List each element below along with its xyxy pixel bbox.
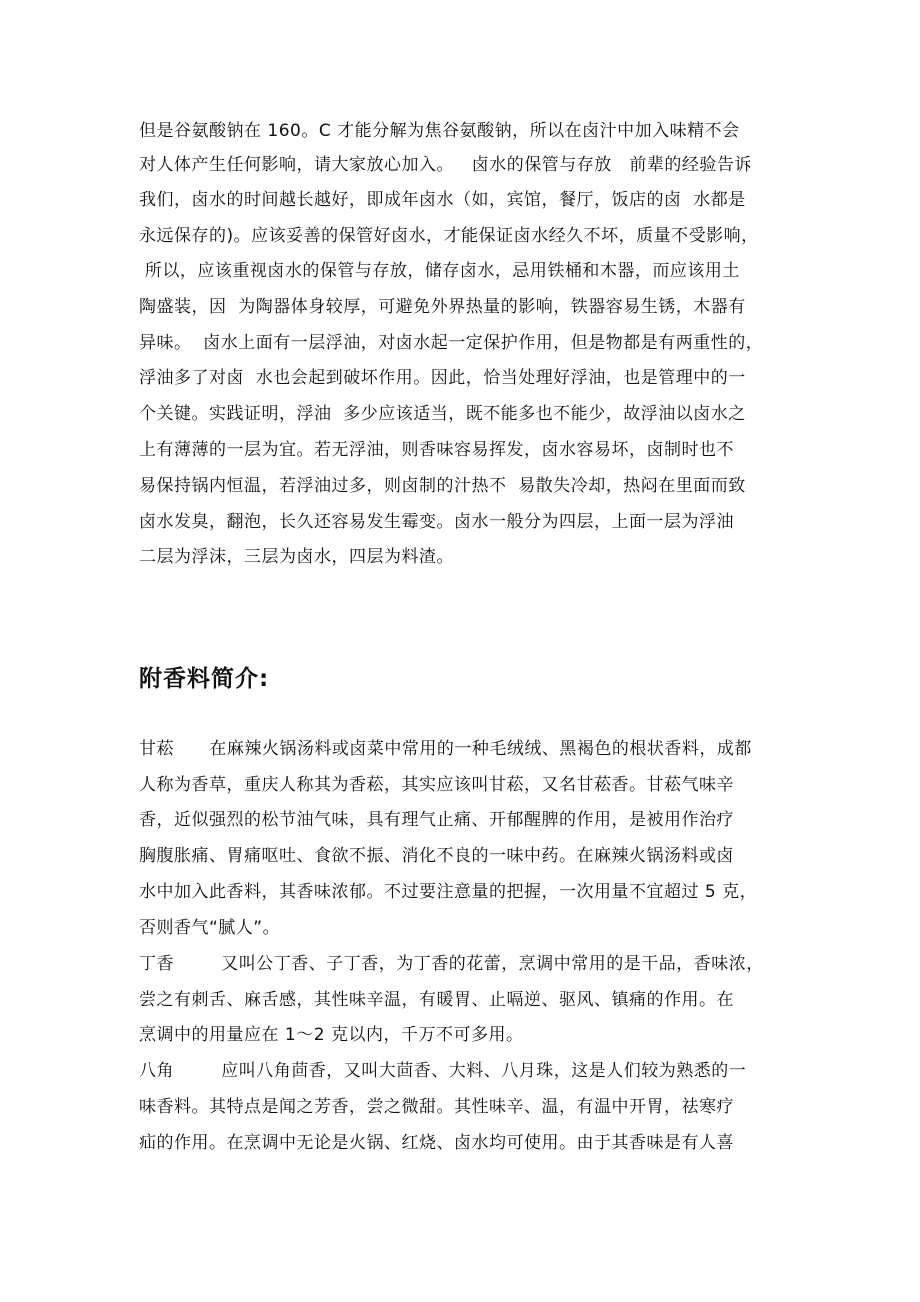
text-line: 八角 应叫八角茴香，又叫大茴香、大料、八月珠，这是人们较为熟悉的一 (139, 1061, 747, 1081)
text-line: 但是谷氨酸钠在 160。C 才能分解为焦谷氨酸钠，所以在卤汁中加入味精不会 (139, 121, 740, 141)
text-line: 浮油多了对卤 水也会起到破坏作用。因此，恰当处理好浮油，也是管理中的一 (139, 368, 746, 388)
text-line: 胸腹胀痛、胃痛呕吐、食欲不振、消化不良的一味中药。在麻辣火锅汤料或卤 (139, 846, 734, 866)
text-line: 上有薄薄的一层为宜。若无浮油，则香味容易挥发，卤水容易坏，卤制时也不 (139, 440, 734, 460)
text-line: 否则香气“腻人”。 (139, 918, 281, 938)
text-line: 所以，应该重视卤水的保管与存放，储存卤水，忌用铁桶和木器，而应该用土 (139, 261, 740, 281)
text-line: 人称为香草，重庆人称其为香菘，其实应该叫甘菘，又名甘菘香。甘菘气味辛 (139, 775, 734, 795)
text-line: 对人体产生任何影响，请大家放心加入。 卤水的保管与存放 前辈的经验告诉 (139, 155, 752, 175)
text-line: 甘菘 在麻辣火锅汤料或卤菜中常用的一种毛绒绒、黑褐色的根状香料，成都 (139, 739, 752, 759)
text-line: 陶盛装，因 为陶器体身较厚，可避免外界热量的影响，铁器容易生锈，木器有 (139, 297, 746, 317)
text-line: 尝之有刺舌、麻舌感，其性味辛温，有暖胃、止嗝逆、驱风、镇痛的作用。在 (139, 990, 734, 1010)
text-line: 味香料。其特点是闻之芳香，尝之微甜。其性味辛、温，有温中开胃，祛寒疗 (139, 1097, 734, 1117)
text-line: 卤水发臭，翻泡，长久还容易发生霉变。卤水一般分为四层，上面一层为浮油 (139, 512, 734, 532)
text-line: 异味。 卤水上面有一层浮油，对卤水起一定保护作用，但是物都是有两重性的， (139, 333, 764, 353)
spices-heading: 附香料简介: (139, 666, 270, 692)
text-line: 烹调中的用量应在 1～2 克以内，千万不可多用。 (139, 1025, 524, 1045)
text-line: 个关键。实践证明，浮油 多少应该适当，既不能多也不能少，故浮油以卤水之 (139, 404, 746, 424)
text-line: 永远保存的)。应该妥善的保管好卤水，才能保证卤水经久不坏，质量不受影响， (139, 226, 759, 246)
text-line: 丁香 又叫公丁香、子丁香，为丁香的花蕾，烹调中常用的是干品，香味浓， (139, 954, 764, 974)
text-line: 水中加入此香料，其香味浓郁。不过要注意量的把握，一次用量不宜超过 5 克， (139, 882, 758, 902)
text-line: 二层为浮沫，三层为卤水，四层为料渣。 (139, 547, 454, 567)
text-line: 疝的作用。在烹调中无论是火锅、红烧、卤水均可使用。由于其香味是有人喜 (139, 1133, 734, 1153)
text-line: 我们，卤水的时间越长越好，即成年卤水（如，宾馆，餐厅，饭店的卤 水都是 (139, 190, 746, 210)
text-line: 易保持锅内恒温，若浮油过多，则卤制的汁热不 易散失冷却，热闷在里面而致 (139, 476, 746, 496)
text-line: 香，近似强烈的松节油气味，具有理气止痛、开郁醒脾的作用，是被用作治疗 (139, 810, 734, 830)
